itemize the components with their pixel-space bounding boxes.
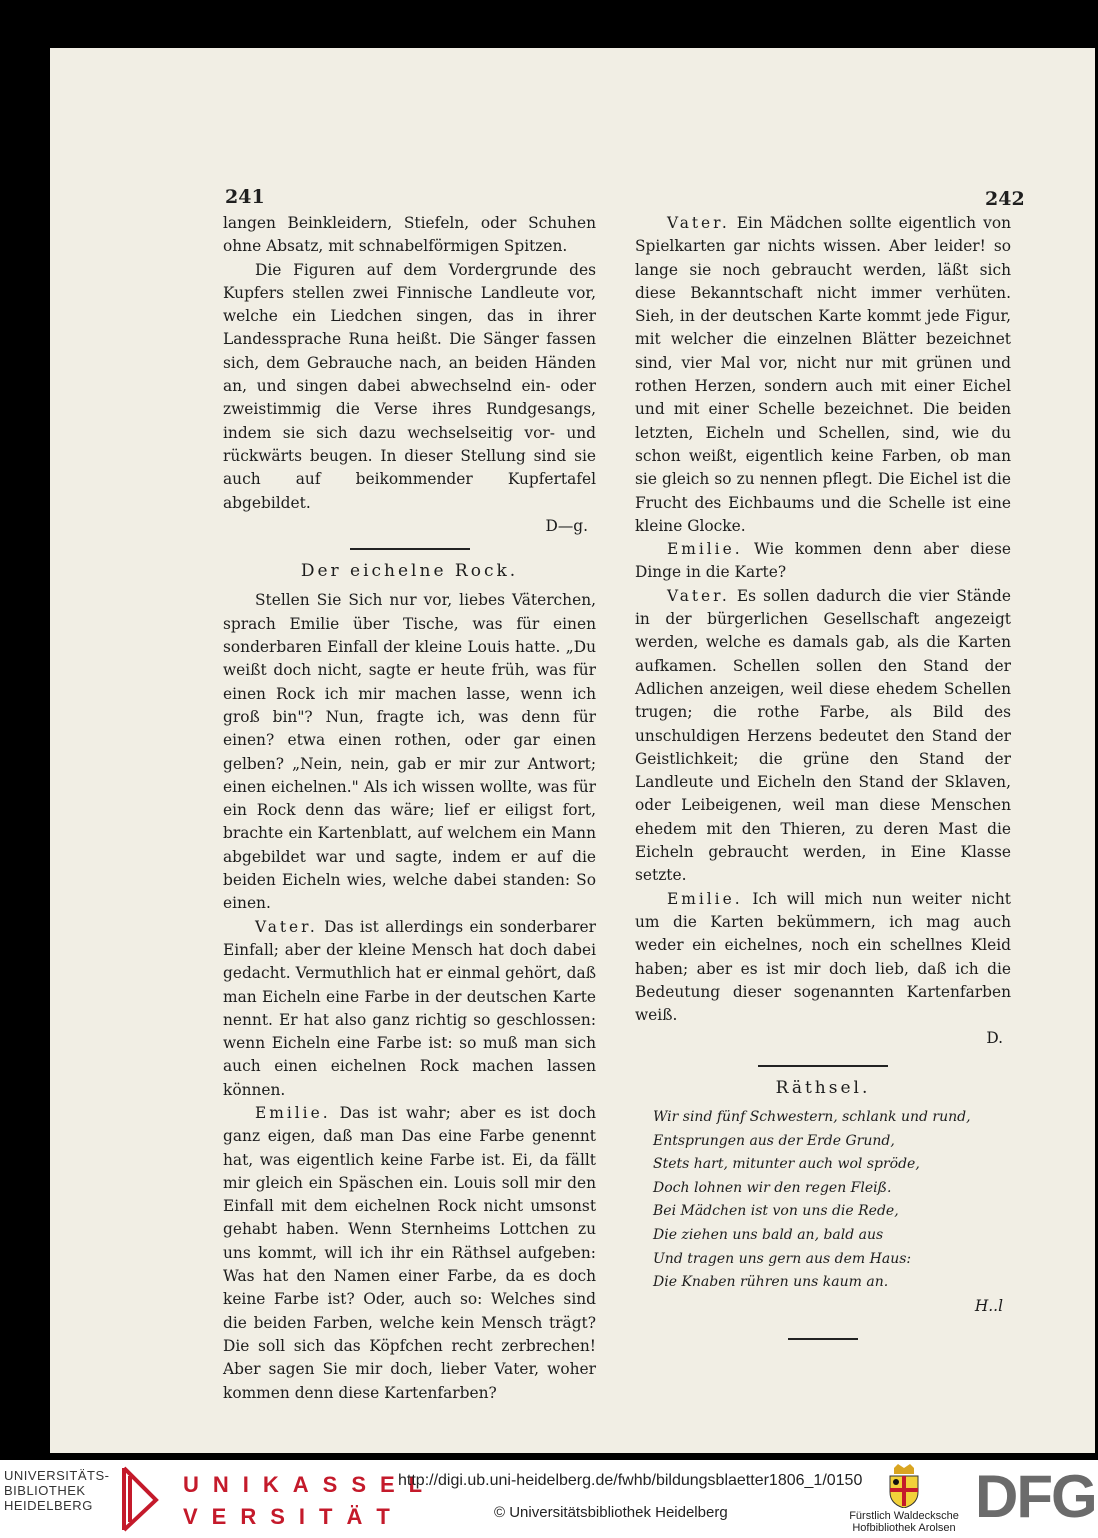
poem-signature: H..l	[974, 1296, 1003, 1315]
poem-title: Räthsel.	[775, 1077, 871, 1098]
unikassel-bottom: VERSITÄT	[183, 1504, 404, 1529]
paragraph-text: Stellen Sie Sich nur vor, liebes Väterchen, sprach Emilie über Tische, was für einen sonderbaren Einfall der kleine Louis hatte. „Du weißt doch nicht, sagte er heute früh, was für einen Rock ich mir machen lasse, wenn ich groß bin"? Nun, fragte ich, was denn für einen? etwa einen rothen, oder gar einen gelben? „Nein, nein, gab er mir zur Antwort; einen eichelnen." Als ich wissen wollte, was für ein Rock denn das wäre; lief er eiligst fort, brachte ein Kartenblatt, auf welchem ein Mann abgebildet war und sagte, indem er auf die beiden Eicheln wies, welche dabei standen: So einen.	[223, 591, 596, 913]
poem-block	[653, 1106, 1011, 1295]
paragraph-text: Es sollen dadurch die vier Stände in der bürgerlichen Gesellschaft angezeigt werden, welche es damals gab, als die Karten aufkamen. Schellen sollen den Stand der Adlichen anzeigen, weil diese ehedem Schellen trugen; die rothe Farbe, als Bild des unschuldigen Herzens bedeutet den Stand der Geistlichkeit; die grüne den Stand der Landleute und Eicheln den Stand der Sklaven, oder Leibeigenen, weil man diese Menschen ehedem mit den Thieren, zu deren Mast die Eicheln gebraucht werden, in Eine Klasse setzte.	[635, 586, 1011, 885]
paragraph: langen Beinkleidern, Stiefeln, oder Schuhen ohne Absatz, mit schnabelförmigen Spitzen.	[223, 214, 596, 256]
arolsen-logo-text[interactable]	[848, 1510, 960, 1534]
section-divider	[350, 548, 470, 550]
ub-line-1: UNIVERSITÄTS-	[4, 1468, 110, 1483]
right-column	[635, 212, 1011, 1350]
signature: D.	[986, 1029, 1003, 1048]
dialogue-paragraph	[635, 888, 1011, 1028]
speaker-name: Vater.	[255, 917, 318, 936]
speaker-name: Vater.	[667, 214, 730, 232]
poem-line: Bei Mädchen ist von uns die Rede,	[653, 1203, 899, 1220]
arolsen-line-1: Fürstlich Waldecksche	[849, 1510, 959, 1522]
speaker-name: Emilie.	[667, 540, 743, 559]
unikassel-top[interactable]: UNIKASSEL	[183, 1472, 437, 1497]
ub-emblem-icon	[118, 1466, 162, 1532]
speaker-name: Vater.	[667, 586, 730, 605]
copyright-text: © Universitätsbibliothek Heidelberg	[494, 1504, 728, 1521]
poem-line: Entsprungen aus der Erde Grund,	[653, 1132, 895, 1149]
poem-line: Die Knaben rühren uns kaum an.	[653, 1274, 889, 1291]
story-paragraph	[223, 1102, 596, 1405]
paragraph-text: Das ist wahr; aber es ist doch ganz eigen, daß man Das eine Farbe genennt hat, was eigentlich keine Farbe ist. Ei, da fällt mir gleich ein Späschen ein. Louis soll mir den Einfall mit dem eichelnen Rock nicht umsonst gehabt haben. Wenn Sternheims Lottchen zu uns kommt, will ich ihr ein Räthsel aufgeben: Was hat den Namen einer Farbe, da es doch keine Farbe ist? Oder, auch so: Welches sind die beiden Farben, welche kein Mensch trägt? Die soll sich das Köpfchen recht zerbrechen! Aber sagen Sie mir doch, lieber Vater, woher kommen denn diese Kartenfarben?	[223, 1103, 596, 1402]
poem-line: Und tragen uns gern aus dem Haus:	[653, 1250, 912, 1267]
dialogue-paragraph	[635, 585, 1011, 888]
section-divider	[758, 1065, 888, 1067]
dialogue-paragraph	[635, 212, 1011, 538]
dfg-logo[interactable]: DFG	[975, 1463, 1096, 1530]
paragraph: Die Figuren auf dem Vordergrunde des Kupfers stellen zwei Finnische Landleute vor, welche ein Liedchen singen, das in ihrer Landessprache Runa heißt. Die Sänger fassen sich, dem Gebrauche nach, an beiden Händen an, und singen dabei abwechselnd ein- oder zweistimmig die Verse ihres Rundgesangs, indem sie sich dazu wechselseitig vor- und rückwärts beugen. In dieser Stellung sind sie auch auf beikommender Kupfertafel abgebildet.	[223, 260, 596, 512]
speaker-name: Emilie.	[255, 1103, 331, 1122]
ub-heidelberg-logo[interactable]	[4, 1468, 109, 1513]
poem-line: Wir sind fünf Schwestern, schlank und rund,	[653, 1108, 971, 1125]
dialogue-paragraph	[635, 538, 1011, 585]
arolsen-crest-icon	[886, 1464, 922, 1508]
paragraph-text: Ich will mich nun weiter nicht um die Karten bekümmern, ich mag auch weder ein eichelnes, noch ein schellnes Kleid haben; aber es ist mir doch lieb, daß ich die Bedeutung dieser sogenannten Kartenfarben weiß.	[635, 889, 1011, 1025]
poem-line: Stets hart, mitunter auch wol spröde,	[653, 1156, 920, 1173]
paragraph-text: Wie kommen denn aber diese Dinge in die Karte?	[635, 540, 1011, 582]
left-column	[223, 212, 596, 1405]
page-number-right: 242	[985, 188, 1025, 210]
ub-line-2: BIBLIOTHEK	[4, 1483, 86, 1498]
story-paragraph	[223, 916, 596, 1102]
paragraph: D—g.	[545, 516, 588, 535]
end-divider	[788, 1338, 858, 1340]
scanned-page	[50, 48, 1095, 1453]
poem-line: Die ziehen uns bald an, bald aus	[653, 1226, 884, 1243]
speaker-name: Emilie.	[667, 889, 743, 908]
footer-bar	[0, 1460, 1098, 1538]
paragraph-text: Das ist allerdings ein sonderbarer Einfall; aber der kleine Mensch hat doch dabei gedacht. Vermuthlich hat er einmal gehört, daß man Eicheln eine Farbe in der deutschen Karte nennt. Er hat also ganz richtig so geschlossen: wenn Eicheln eine Farbe ist: so muß man sich auch einen eichelnen Rock machen lassen können.	[223, 917, 596, 1099]
paragraph-text: Ein Mädchen sollte eigentlich von Spielkarten gar nichts wissen. Aber leider! so lange sie noch gebraucht werden, läßt sich diese Bekanntschaft nicht immer verhüten. Sieh, in der deutschen Karte kommt jede Figur, mit welcher die einzelnen Blätter bezeichnet sind, vier Mal vor, nicht nur mit grünen und rothen Herzen, sondern auch mit einer Eichel und mit einer Schelle bezeichnet. Die beiden letzten, Eicheln und Schellen, sind, wie du schon weißt, eigentlich keine Farben, ob man sie gleich so zu nennen pflegt. Die Eichel ist die Frucht des Eichbaums und die Schelle ist eine kleine Glocke.	[635, 214, 1011, 535]
story-heading: Der eichelne Rock.	[300, 561, 519, 582]
poem-line: Doch lohnen wir den regen Fleiß.	[653, 1179, 892, 1196]
story-paragraph	[223, 589, 596, 915]
ub-line-3: HEIDELBERG	[4, 1498, 93, 1513]
page-number-left: 241	[225, 186, 265, 208]
arolsen-line-2: Hofbibliothek Arolsen	[852, 1522, 956, 1534]
permalink-url[interactable]: http://digi.ub.uni-heidelberg.de/fwhb/bildungsblaetter1806_1/0150	[398, 1472, 863, 1489]
